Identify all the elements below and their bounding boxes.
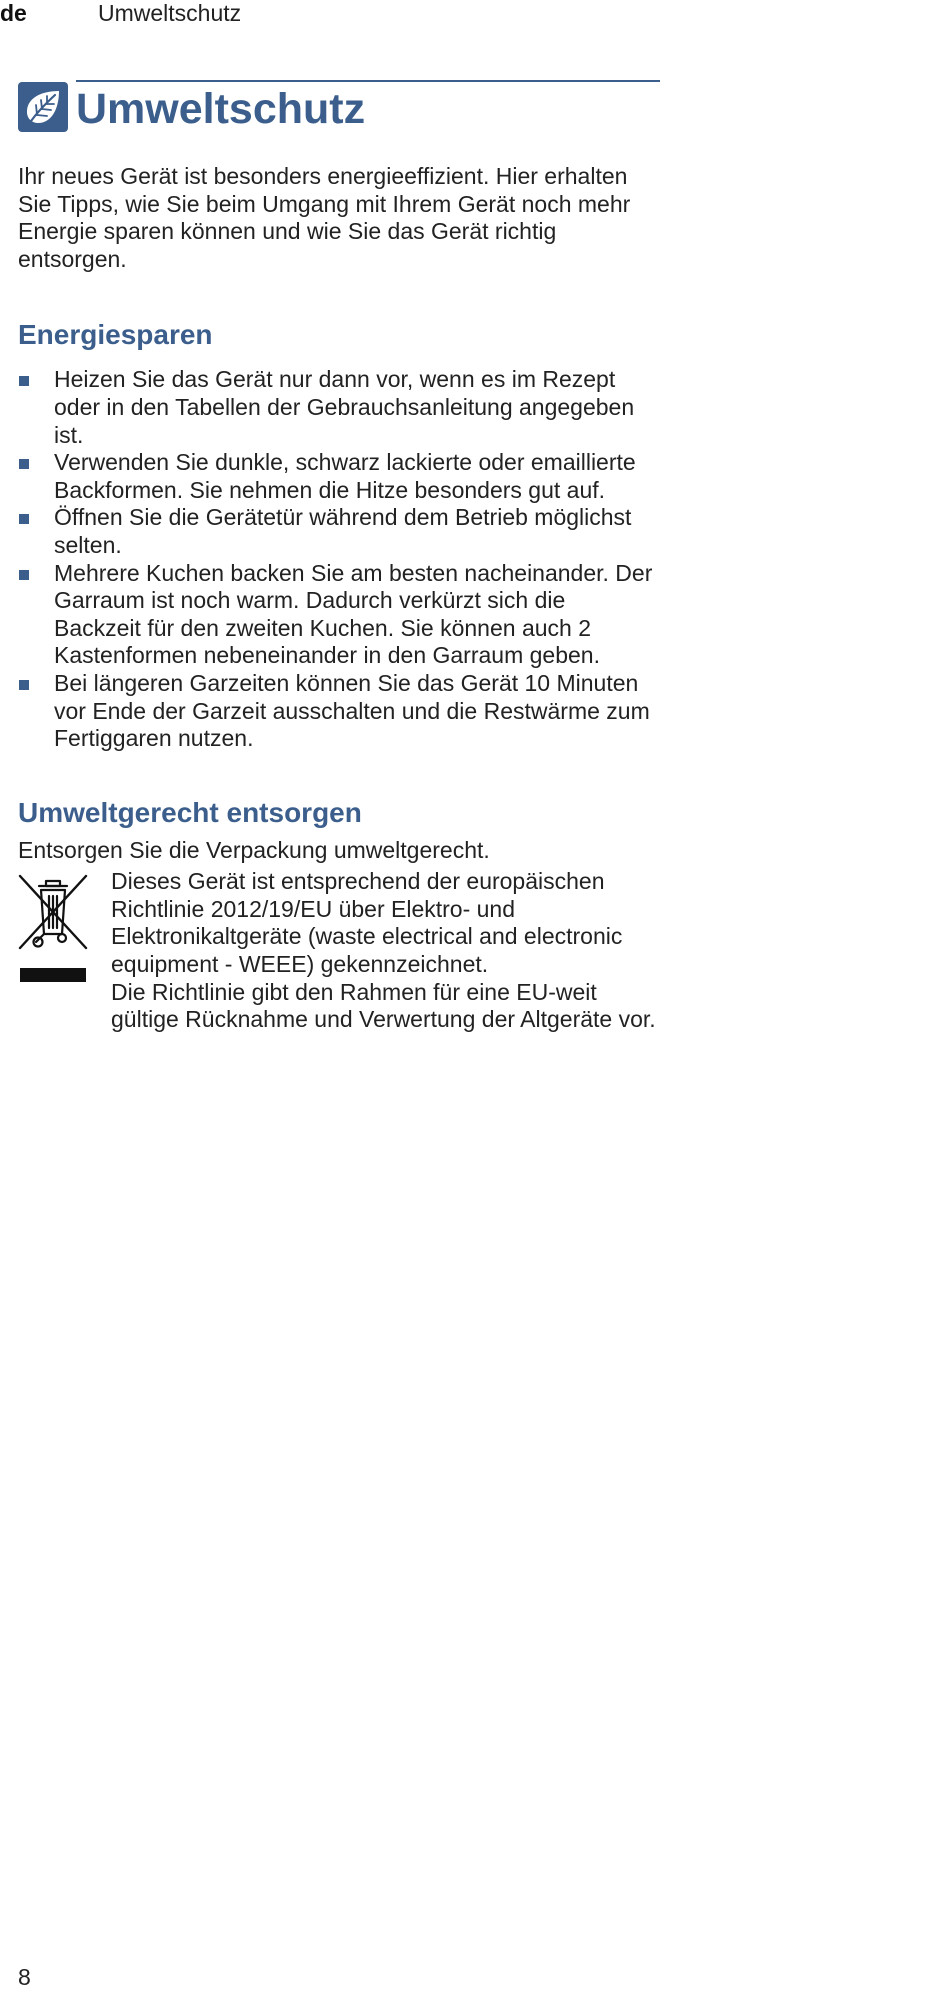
weee-text-1: Dieses Gerät ist entsprechend der europäischen Richtlinie 2012/19/EU über Elektro- und Elektronikaltgeräte (waste electrical and electronic equipment - WEEE) gekennzeichnet.: [111, 868, 623, 978]
list-item: [18, 449, 658, 504]
weee-notice: [18, 868, 658, 1034]
header-section-title: Umweltschutz: [98, 0, 242, 26]
list-item: [18, 366, 658, 449]
list-item: [18, 560, 658, 670]
tip-text: Heizen Sie das Gerät nur dann vor, wenn es im Rezept oder in den Tabellen der Gebrauchsanleitung angegeben ist.: [54, 366, 635, 448]
tip-text: Öffnen Sie die Gerätetür während dem Betrieb möglichst selten.: [54, 504, 632, 558]
tip-text: Mehrere Kuchen backen Sie am besten nacheinander. Der Garraum ist noch warm. Dadurch verkürzt sich die Backzeit für den zweiten Kuchen. Sie können auch 2 Kastenformen nebeneinander in den Garraum geben.: [54, 559, 653, 669]
leaf-icon: [18, 82, 68, 132]
chapter-title-block: [18, 80, 660, 136]
bullet-square-icon: [19, 570, 29, 580]
page-number: 8: [18, 1964, 31, 1990]
main-content: [18, 163, 658, 1034]
list-item: [18, 504, 658, 559]
energy-tips-list: [18, 366, 658, 752]
disposal-heading: Umweltgerecht entsorgen: [18, 796, 362, 828]
tip-text: Verwenden Sie dunkle, schwarz lackierte oder emaillierte Backformen. Sie nehmen die Hitze besonders gut auf.: [54, 449, 636, 503]
energy-saving-heading: Energiesparen: [18, 319, 213, 351]
language-code: de: [0, 0, 27, 26]
bullet-square-icon: [19, 514, 29, 524]
bullet-square-icon: [19, 459, 29, 469]
bullet-square-icon: [19, 680, 29, 690]
weee-text-2: Die Richtlinie gibt den Rahmen für eine EU-weit gültige Rücknahme und Verwertung der Altgeräte vor.: [111, 978, 656, 1033]
bullet-square-icon: [19, 376, 29, 386]
chapter-title: Umweltschutz: [76, 85, 366, 133]
crossed-out-wheelie-bin-icon: [18, 872, 88, 984]
packaging-note: Entsorgen Sie die Verpackung umweltgerecht.: [18, 836, 490, 863]
list-item: [18, 670, 658, 753]
title-rule: [76, 80, 660, 82]
page-header: [0, 0, 950, 30]
intro-paragraph: Ihr neues Gerät ist besonders energieeffizient. Hier erhalten Sie Tipps, wie Sie beim Umgang mit Ihrem Gerät noch mehr Energie sparen können und wie Sie das Gerät richtig entsorgen.: [18, 163, 631, 272]
tip-text: Bei längeren Garzeiten können Sie das Gerät 10 Minuten vor Ende der Garzeit ausschalten und die Restwärme zum Fertiggaren nutzen.: [54, 669, 650, 752]
